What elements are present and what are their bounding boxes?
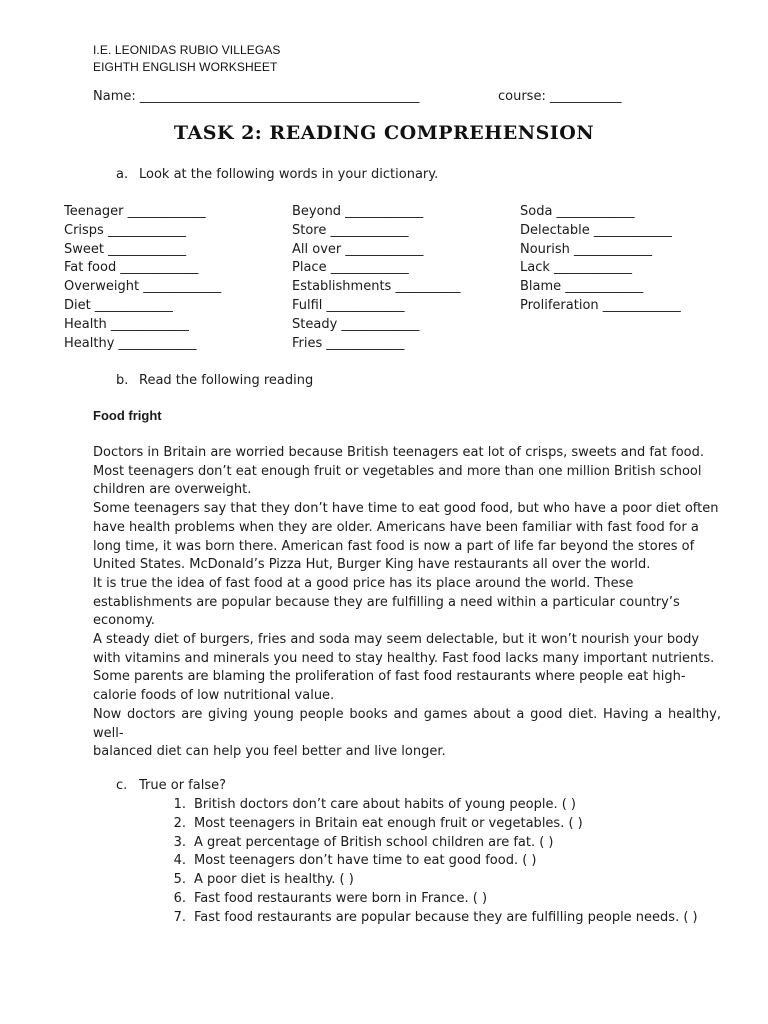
vocab-item[interactable]: Steady ____________ xyxy=(292,316,420,332)
item-text: Most teenagers don’t have time to eat good food. ( ) xyxy=(194,853,537,869)
vocab-item[interactable]: Teenager ____________ xyxy=(64,204,206,219)
vocab-item[interactable]: Fat food ____________ xyxy=(64,260,199,276)
true-false-list xyxy=(160,797,760,929)
vocab-item[interactable]: All over ____________ xyxy=(292,241,424,257)
true-false-item[interactable] xyxy=(160,816,760,835)
name-field[interactable]: Name: ___________________________________________ xyxy=(93,89,420,104)
item-number: 6. xyxy=(173,890,186,906)
passage-line: Most teenagers don’t eat enough fruit or vegetables and more than one million British school xyxy=(93,463,702,479)
vocab-item[interactable]: Diet ____________ xyxy=(64,297,173,313)
true-false-item[interactable] xyxy=(160,910,760,929)
vocab-item[interactable]: Nourish ____________ xyxy=(520,241,653,257)
section-c-label: c. xyxy=(116,778,128,793)
passage-line: establishments are popular because they are fulfilling a need within a particular country’s xyxy=(93,594,680,610)
passage-line: It is true the idea of fast food at a good price has its place around the world. These xyxy=(93,575,634,591)
item-number: 2. xyxy=(173,815,186,831)
item-text: A poor diet is healthy. ( ) xyxy=(194,872,354,888)
item-number: 7. xyxy=(173,909,186,925)
passage-line: with vitamins and minerals you need to stay healthy. Fast food lacks many important nutrients. xyxy=(93,650,715,666)
item-number: 5. xyxy=(173,872,186,888)
true-false-item[interactable] xyxy=(160,835,760,854)
true-false-item[interactable] xyxy=(160,797,760,816)
item-text: Fast food restaurants were born in France. ( ) xyxy=(194,890,488,906)
section-a-instruction: Look at the following words in your dictionary. xyxy=(139,167,439,182)
vocab-item[interactable]: Overweight ____________ xyxy=(64,279,222,295)
vocab-item[interactable]: Fulfil ____________ xyxy=(292,297,405,313)
item-text: Most teenagers in Britain eat enough fruit or vegetables. ( ) xyxy=(194,815,583,831)
item-number: 1. xyxy=(173,797,186,812)
section-a-label: a. xyxy=(116,167,129,182)
reading-passage xyxy=(93,444,721,762)
item-number: 3. xyxy=(173,834,186,850)
course-field[interactable]: course: ___________ xyxy=(498,89,622,104)
passage-line: Doctors in Britain are worried because British teenagers eat lot of crisps, sweets and fat food. xyxy=(93,445,704,460)
vocab-item[interactable]: Blame ____________ xyxy=(520,279,644,295)
vocab-item[interactable]: Sweet ____________ xyxy=(64,241,187,257)
school-name: I.E. LEONIDAS RUBIO VILLEGAS xyxy=(93,43,281,57)
item-text: A great percentage of British school children are fat. ( ) xyxy=(194,834,554,850)
true-false-item[interactable] xyxy=(160,872,760,891)
vocab-item[interactable]: Proliferation ____________ xyxy=(520,297,681,313)
page-title: TASK 2: READING COMPREHENSION xyxy=(173,122,595,144)
item-number: 4. xyxy=(173,853,186,869)
vocab-item[interactable]: Crisps ____________ xyxy=(64,222,186,238)
passage-line: children are overweight. xyxy=(93,482,252,498)
passage-line: economy. xyxy=(93,613,155,629)
vocab-item[interactable]: Soda ____________ xyxy=(520,204,635,219)
vocab-item[interactable]: Beyond ____________ xyxy=(292,204,424,219)
passage-line: long time, it was born there. American fast food is now a part of life far beyond the stores of xyxy=(93,538,695,554)
passage-line: Some teenagers say that they don’t have time to eat good food, but who have a poor diet often xyxy=(93,501,719,517)
passage-line: Some parents are blaming the proliferation of fast food restaurants where people eat high- xyxy=(93,669,686,685)
item-text: British doctors don’t care about habits of young people. ( ) xyxy=(194,797,576,812)
section-b-label: b. xyxy=(116,373,129,388)
vocab-item[interactable]: Delectable ____________ xyxy=(520,222,672,238)
passage-line: A steady diet of burgers, fries and soda may seem delectable, but it won’t nourish your body xyxy=(93,632,700,648)
vocab-column-3 xyxy=(520,204,681,317)
reading-title: Food fright xyxy=(93,408,162,423)
true-false-item[interactable] xyxy=(160,891,760,910)
vocab-item[interactable]: Establishments __________ xyxy=(292,279,461,295)
vocab-column-1 xyxy=(64,204,221,354)
vocab-item[interactable]: Place ____________ xyxy=(292,260,409,276)
vocab-column-2 xyxy=(292,204,460,354)
vocab-item[interactable]: Healthy ____________ xyxy=(64,335,197,351)
vocab-item[interactable]: Health ____________ xyxy=(64,316,189,332)
passage-line: United States. McDonald’s Pizza Hut, Burger King have restaurants all over the world. xyxy=(93,557,651,573)
passage-line: calorie foods of low nutritional value. xyxy=(93,688,335,704)
vocab-item[interactable]: Store ____________ xyxy=(292,222,409,238)
item-text: Fast food restaurants are popular because they are fulfilling people needs. ( ) xyxy=(194,909,698,925)
worksheet-title: EIGHTH ENGLISH WORKSHEET xyxy=(93,60,278,74)
vocab-item[interactable]: Fries ____________ xyxy=(292,335,405,351)
passage-line: have health problems when they are older. Americans have been familiar with fast food for a xyxy=(93,519,699,535)
section-c-instruction: True or false? xyxy=(139,778,227,793)
passage-line: balanced diet can help you feel better and live longer. xyxy=(93,744,446,760)
passage-line: Now doctors are giving young people books and games about a good diet. Having a healthy, well- xyxy=(93,706,721,741)
vocab-item[interactable]: Lack ____________ xyxy=(520,260,633,276)
section-b-instruction: Read the following reading xyxy=(139,373,314,388)
true-false-item[interactable] xyxy=(160,853,760,872)
